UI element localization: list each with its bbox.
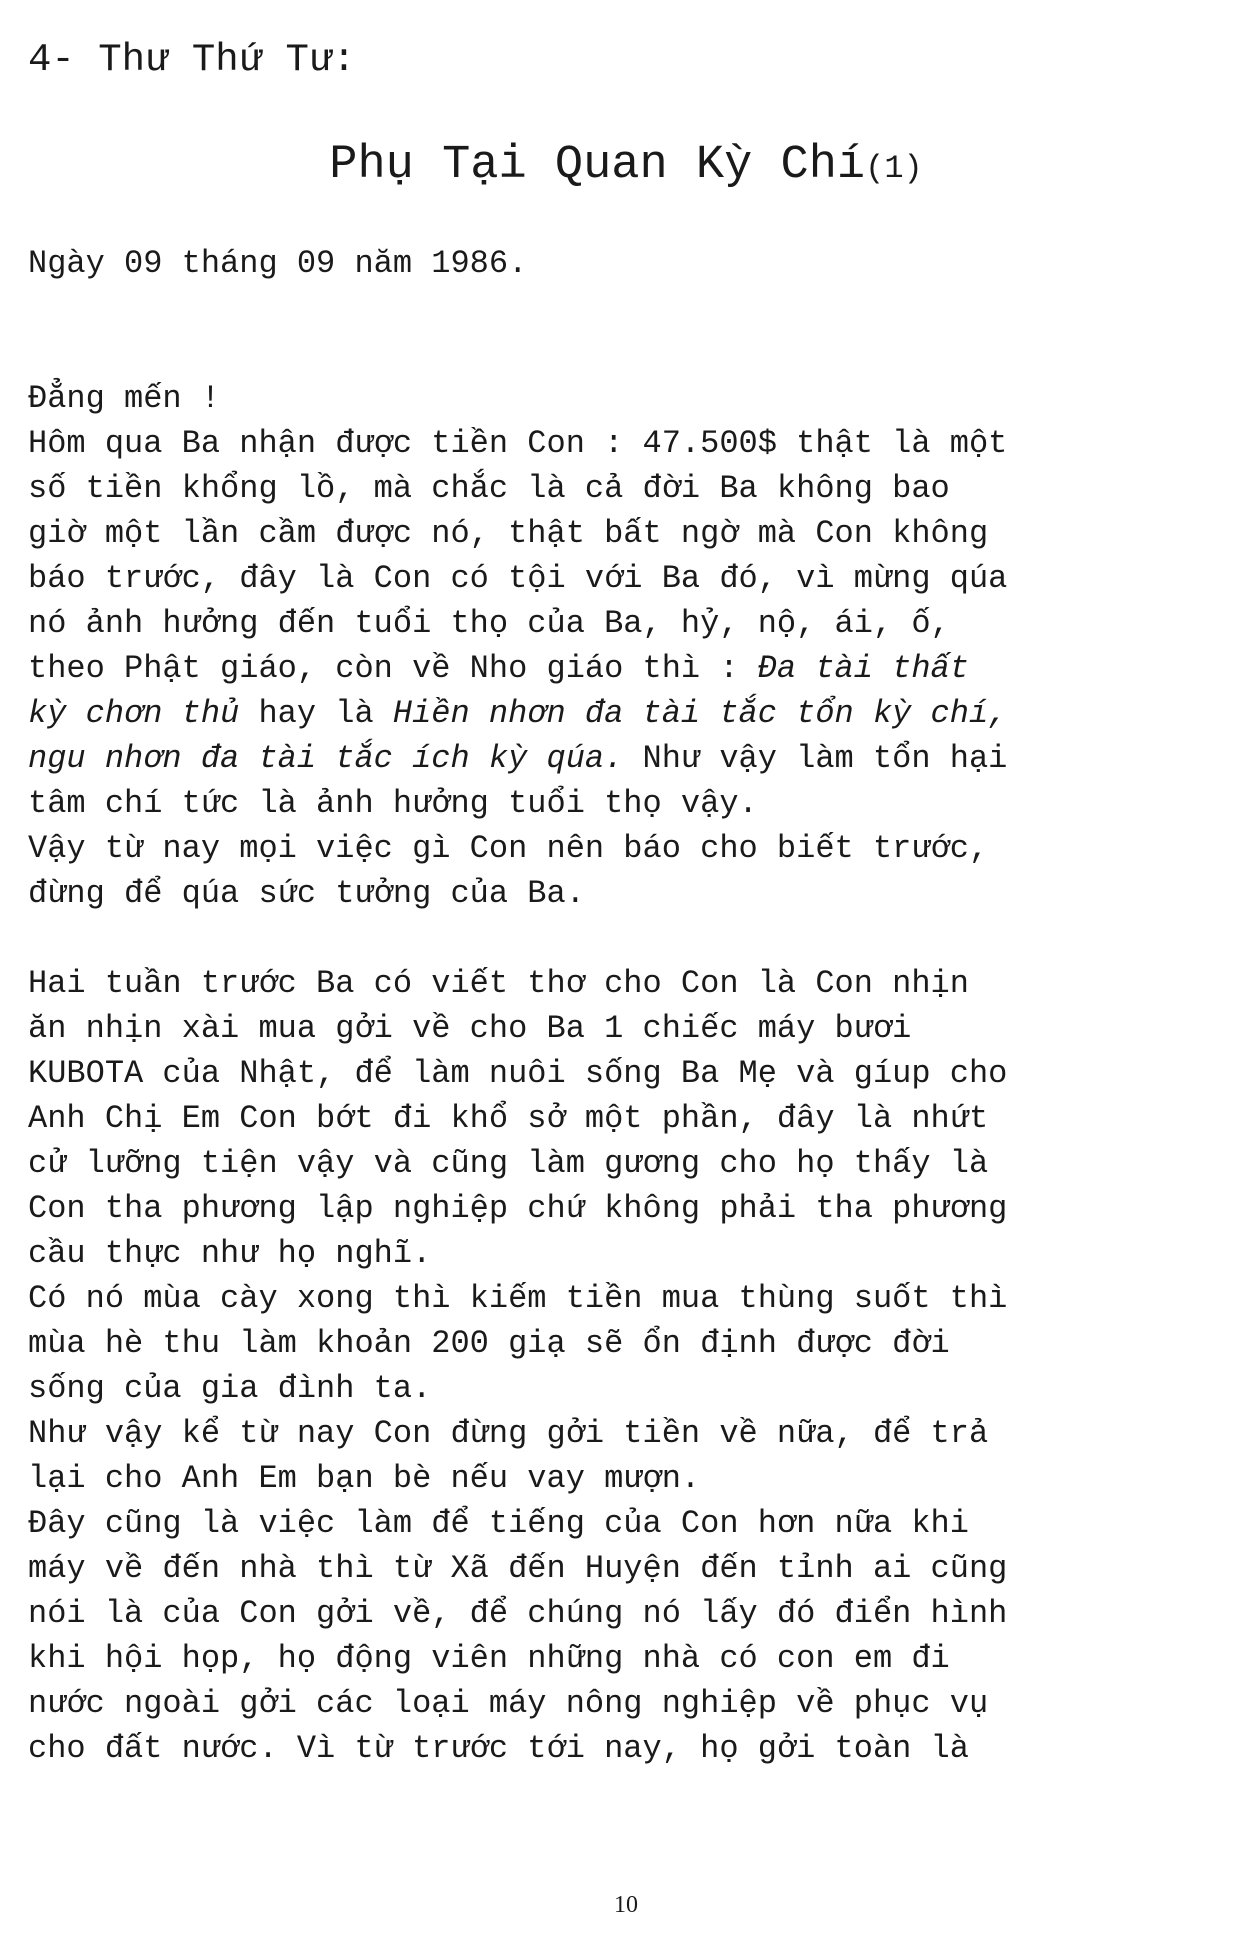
body-line-part: theo Phật giáo, còn về Nho giáo thì : xyxy=(28,650,758,687)
body-line: máy về đến nhà thì từ Xã đến Huyện đến tỉnh ai cũng xyxy=(28,1550,1008,1587)
body-line: số tiền khổng lồ, mà chắc là cả đời Ba không bao xyxy=(28,470,950,507)
salutation: Đẳng mến ! xyxy=(28,380,221,417)
letter-date: Ngày 09 tháng 09 năm 1986. xyxy=(28,245,528,282)
body-line: nó ảnh hưởng đến tuổi thọ của Ba, hỷ, nộ, ái, ố, xyxy=(28,605,950,642)
body-line: Có nó mùa cày xong thì kiếm tiền mua thùng suốt thì xyxy=(28,1280,1008,1317)
body-line xyxy=(28,646,1228,691)
quote-italic: kỳ chơn thủ xyxy=(28,695,240,732)
body-line: sống của gia đình ta. xyxy=(28,1370,432,1407)
body-line xyxy=(28,736,1228,781)
body-line: Vậy từ nay mọi việc gì Con nên báo cho biết trước, xyxy=(28,830,989,867)
body-line: cử lưỡng tiện vậy và cũng làm gương cho họ thấy là xyxy=(28,1145,989,1182)
body-line: Con tha phương lập nghiệp chứ không phải tha phương xyxy=(28,1190,1008,1227)
body-line: nói là của Con gởi về, để chúng nó lấy đó điển hình xyxy=(28,1595,1008,1632)
body-line: Đây cũng là việc làm để tiếng của Con hơn nữa khi xyxy=(28,1505,969,1542)
body-line: khi hội họp, họ động viên những nhà có con em đi xyxy=(28,1640,950,1677)
body-line: ăn nhịn xài mua gởi về cho Ba 1 chiếc máy bươi xyxy=(28,1010,912,1047)
body-line: lại cho Anh Em bạn bè nếu vay mượn. xyxy=(28,1460,701,1497)
body-line: tâm chí tức là ảnh hưởng tuổi thọ vậy. xyxy=(28,785,758,822)
body-line: mùa hè thu làm khoản 200 giạ sẽ ổn định được đời xyxy=(28,1325,950,1362)
footnote-marker: (1) xyxy=(865,150,923,187)
body-line: đừng để qúa sức tưởng của Ba. xyxy=(28,875,585,912)
quote-italic: Đa tài thất xyxy=(757,650,969,687)
body-line: báo trước, đây là Con có tội với Ba đó, vì mừng qúa xyxy=(28,560,1008,597)
letter-title-text: Phụ Tại Quan Kỳ Chí xyxy=(329,139,866,192)
body-line: nước ngoài gởi các loại máy nông nghiệp về phục vụ xyxy=(28,1685,989,1722)
body-line-part: Như vậy làm tổn hại xyxy=(623,740,1008,777)
body-line-part: hay là xyxy=(239,695,393,732)
body-line: Hôm qua Ba nhận được tiền Con : 47.500$ thật là một xyxy=(28,425,1008,462)
body-line: Hai tuần trước Ba có viết thơ cho Con là Con nhịn xyxy=(28,965,969,1002)
body-line: cầu thực như họ nghĩ. xyxy=(28,1235,432,1272)
section-heading: 4- Thư Thứ Tư: xyxy=(28,38,356,82)
letter-body xyxy=(28,376,1228,1771)
paragraph-gap xyxy=(28,916,1228,961)
quote-italic: Hiền nhơn đa tài tắc tổn kỳ chí, xyxy=(392,695,1008,732)
body-line: KUBOTA của Nhật, để làm nuôi sống Ba Mẹ và gíup cho xyxy=(28,1055,1008,1092)
body-line xyxy=(28,691,1228,736)
letter-title xyxy=(0,138,1252,197)
body-line: cho đất nước. Vì từ trước tới nay, họ gởi toàn là xyxy=(28,1730,969,1767)
body-line: Như vậy kể từ nay Con đừng gởi tiền về nữa, để trả xyxy=(28,1415,989,1452)
body-line: giờ một lần cầm được nó, thật bất ngờ mà Con không xyxy=(28,515,989,552)
page-number: 10 xyxy=(614,1892,638,1918)
quote-italic: ngu nhơn đa tài tắc ích kỳ qúa. xyxy=(28,740,624,777)
body-line: Anh Chị Em Con bớt đi khổ sở một phần, đây là nhứt xyxy=(28,1100,989,1137)
